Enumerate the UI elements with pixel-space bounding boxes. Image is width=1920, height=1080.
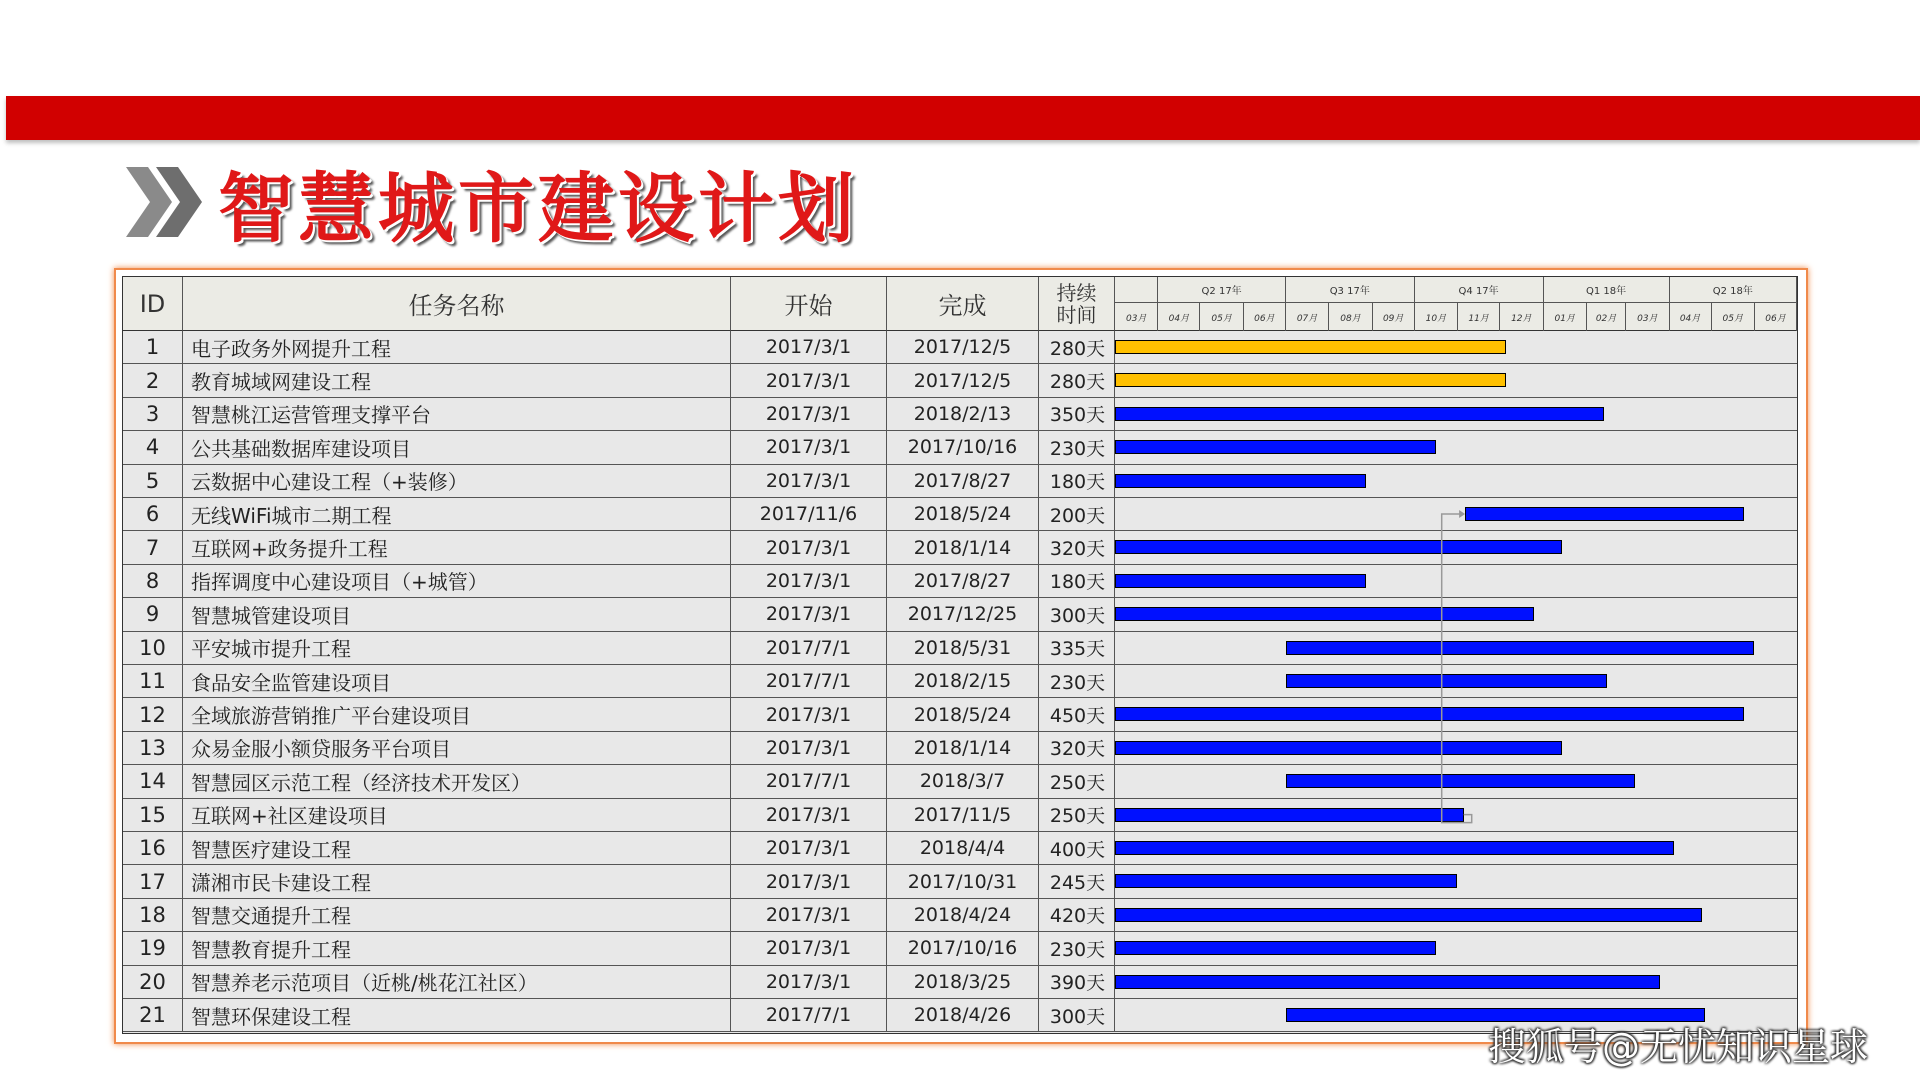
gantt-row-area	[1115, 665, 1797, 697]
task-start: 2017/3/1	[731, 799, 887, 831]
gantt-row-area	[1115, 331, 1797, 363]
page-title: 智慧城市建设计划	[218, 163, 858, 253]
gantt-bar	[1115, 440, 1436, 454]
task-end: 2018/5/24	[887, 498, 1039, 530]
table-row	[123, 632, 1797, 665]
gantt-row-area	[1115, 698, 1797, 730]
table-row	[123, 799, 1797, 832]
header-name: 任务名称	[183, 277, 731, 331]
timeline-month-label: 05月	[1712, 303, 1755, 331]
gantt-row-area	[1115, 899, 1797, 931]
header-start: 开始	[731, 277, 887, 331]
table-row	[123, 899, 1797, 932]
task-duration: 200天	[1039, 498, 1115, 530]
timeline-month-label: 04月	[1158, 303, 1200, 331]
task-id: 11	[123, 665, 183, 697]
gantt-row-area	[1115, 431, 1797, 463]
gantt-row-area	[1115, 799, 1797, 831]
task-id: 3	[123, 398, 183, 430]
task-end: 2017/10/16	[887, 431, 1039, 463]
task-name: 云数据中心建设工程（+装修）	[183, 465, 731, 497]
task-end: 2018/4/26	[887, 999, 1039, 1031]
timeline-month-label: 06月	[1244, 303, 1286, 331]
task-id: 16	[123, 832, 183, 864]
task-id: 21	[123, 999, 183, 1031]
timeline-quarter-blank	[1115, 277, 1158, 303]
task-id: 7	[123, 531, 183, 563]
task-end: 2018/4/4	[887, 832, 1039, 864]
timeline-month-label: 04月	[1670, 303, 1712, 331]
task-name: 智慧交通提升工程	[183, 899, 731, 931]
gantt-row-area	[1115, 632, 1797, 664]
header-end: 完成	[887, 277, 1039, 331]
task-duration: 390天	[1039, 966, 1115, 998]
timeline-month-label: 12月	[1500, 303, 1543, 331]
task-name: 教育城域网建设工程	[183, 364, 731, 396]
task-name: 众易金服小额贷服务平台项目	[183, 732, 731, 764]
task-start: 2017/3/1	[731, 865, 887, 897]
task-start: 2017/3/1	[731, 966, 887, 998]
task-start: 2017/3/1	[731, 465, 887, 497]
task-id: 14	[123, 765, 183, 797]
task-end: 2018/1/14	[887, 732, 1039, 764]
task-duration: 300天	[1039, 598, 1115, 630]
table-row	[123, 331, 1797, 364]
timeline-quarter-label: Q3 17年	[1286, 277, 1415, 303]
task-end: 2017/12/5	[887, 331, 1039, 363]
task-duration: 280天	[1039, 331, 1115, 363]
task-end: 2017/8/27	[887, 465, 1039, 497]
timeline-month-label: 03月	[1626, 303, 1669, 331]
gantt-bar	[1115, 474, 1366, 488]
task-end: 2017/12/5	[887, 364, 1039, 396]
title-area	[126, 158, 858, 253]
task-duration: 420天	[1039, 899, 1115, 931]
task-duration: 230天	[1039, 932, 1115, 964]
task-name: 智慧环保建设工程	[183, 999, 731, 1031]
table-row	[123, 598, 1797, 631]
task-start: 2017/3/1	[731, 398, 887, 430]
task-id: 17	[123, 865, 183, 897]
task-duration: 350天	[1039, 398, 1115, 430]
task-duration: 450天	[1039, 698, 1115, 730]
header-duration	[1039, 277, 1115, 331]
table-row	[123, 732, 1797, 765]
task-id: 6	[123, 498, 183, 530]
task-start: 2017/3/1	[731, 832, 887, 864]
task-duration: 280天	[1039, 364, 1115, 396]
gantt-row-area	[1115, 966, 1797, 998]
task-name: 电子政务外网提升工程	[183, 331, 731, 363]
table-row	[123, 932, 1797, 965]
gantt-bar	[1115, 941, 1436, 955]
task-end: 2017/11/5	[887, 799, 1039, 831]
double-chevron-icon	[126, 167, 204, 237]
timeline-header	[1115, 277, 1797, 331]
task-start: 2017/3/1	[731, 331, 887, 363]
header-duration-line1: 持续	[1056, 280, 1097, 305]
task-id: 5	[123, 465, 183, 497]
task-id: 19	[123, 932, 183, 964]
gantt-bar	[1286, 641, 1754, 655]
task-name: 潇湘市民卡建设工程	[183, 865, 731, 897]
task-name: 全域旅游营销推广平台建设项目	[183, 698, 731, 730]
task-end: 2018/3/7	[887, 765, 1039, 797]
gantt-row-area	[1115, 932, 1797, 964]
task-id: 9	[123, 598, 183, 630]
gantt-bar	[1465, 507, 1744, 521]
task-name: 平安城市提升工程	[183, 632, 731, 664]
table-row	[123, 398, 1797, 431]
task-end: 2017/12/25	[887, 598, 1039, 630]
table-row	[123, 531, 1797, 564]
task-start: 2017/3/1	[731, 565, 887, 597]
gantt-row-area	[1115, 832, 1797, 864]
timeline-month-label: 06月	[1755, 303, 1797, 331]
gantt-bar	[1115, 373, 1506, 387]
task-duration: 230天	[1039, 431, 1115, 463]
gantt-bar	[1115, 574, 1366, 588]
task-duration: 245天	[1039, 865, 1115, 897]
gantt-row-area	[1115, 865, 1797, 897]
gantt-bar	[1115, 407, 1604, 421]
gantt-bar	[1115, 808, 1464, 822]
gantt-bar	[1115, 340, 1506, 354]
table-row	[123, 765, 1797, 798]
task-name: 智慧城管建设项目	[183, 598, 731, 630]
task-duration: 180天	[1039, 565, 1115, 597]
gantt-table	[122, 276, 1798, 1034]
task-duration: 230天	[1039, 665, 1115, 697]
task-name: 智慧桃江运营管理支撑平台	[183, 398, 731, 430]
task-start: 2017/7/1	[731, 665, 887, 697]
gantt-row-area	[1115, 364, 1797, 396]
gantt-row-area	[1115, 398, 1797, 430]
table-row	[123, 865, 1797, 898]
task-start: 2017/3/1	[731, 431, 887, 463]
task-name: 互联网+政务提升工程	[183, 531, 731, 563]
gantt-bar	[1115, 841, 1674, 855]
task-end: 2017/10/16	[887, 932, 1039, 964]
task-id: 4	[123, 431, 183, 463]
task-start: 2017/3/1	[731, 899, 887, 931]
task-start: 2017/3/1	[731, 364, 887, 396]
gantt-row-area	[1115, 465, 1797, 497]
timeline-month-label: 03月	[1115, 303, 1158, 331]
task-id: 13	[123, 732, 183, 764]
timeline-month-label: 01月	[1544, 303, 1587, 331]
task-name: 无线WiFi城市二期工程	[183, 498, 731, 530]
task-id: 18	[123, 899, 183, 931]
table-row	[123, 498, 1797, 531]
timeline-month-label: 07月	[1286, 303, 1329, 331]
gantt-row-area	[1115, 598, 1797, 630]
table-row	[123, 832, 1797, 865]
table-row	[123, 665, 1797, 698]
table-row	[123, 565, 1797, 598]
gantt-bar	[1286, 674, 1607, 688]
task-name: 公共基础数据库建设项目	[183, 431, 731, 463]
task-start: 2017/7/1	[731, 999, 887, 1031]
timeline-quarter-label: Q2 17年	[1158, 277, 1285, 303]
gantt-row-area	[1115, 732, 1797, 764]
task-id: 1	[123, 331, 183, 363]
task-start: 2017/7/1	[731, 632, 887, 664]
task-id: 15	[123, 799, 183, 831]
task-start: 2017/3/1	[731, 531, 887, 563]
gantt-bar	[1115, 741, 1562, 755]
timeline-quarter-label: Q4 17年	[1415, 277, 1544, 303]
gantt-row-area	[1115, 565, 1797, 597]
timeline-quarter-label: Q2 18年	[1670, 277, 1797, 303]
task-duration: 320天	[1039, 531, 1115, 563]
task-end: 2018/5/24	[887, 698, 1039, 730]
header-id: ID	[123, 277, 183, 331]
task-id: 10	[123, 632, 183, 664]
task-end: 2017/8/27	[887, 565, 1039, 597]
task-start: 2017/3/1	[731, 698, 887, 730]
gantt-bar	[1115, 607, 1534, 621]
task-name: 智慧医疗建设工程	[183, 832, 731, 864]
task-id: 12	[123, 698, 183, 730]
task-name: 指挥调度中心建设项目（+城管）	[183, 565, 731, 597]
task-name: 食品安全监管建设项目	[183, 665, 731, 697]
timeline-month-label: 11月	[1458, 303, 1500, 331]
task-duration: 250天	[1039, 765, 1115, 797]
task-end: 2018/3/25	[887, 966, 1039, 998]
task-start: 2017/7/1	[731, 765, 887, 797]
table-row	[123, 698, 1797, 731]
task-start: 2017/3/1	[731, 732, 887, 764]
gantt-bar	[1115, 874, 1457, 888]
task-duration: 180天	[1039, 465, 1115, 497]
task-name: 智慧养老示范项目（近桃/桃花江社区）	[183, 966, 731, 998]
task-duration: 400天	[1039, 832, 1115, 864]
task-end: 2018/4/24	[887, 899, 1039, 931]
timeline-month-label: 09月	[1373, 303, 1415, 331]
gantt-bar	[1115, 707, 1744, 721]
timeline-month-label: 05月	[1200, 303, 1243, 331]
task-end: 2018/1/14	[887, 531, 1039, 563]
timeline-month-label: 10月	[1415, 303, 1458, 331]
task-duration: 300天	[1039, 999, 1115, 1031]
table-row	[123, 465, 1797, 498]
task-end: 2017/10/31	[887, 865, 1039, 897]
gantt-bar	[1115, 975, 1660, 989]
task-end: 2018/5/31	[887, 632, 1039, 664]
timeline-month-label: 08月	[1329, 303, 1372, 331]
task-id: 8	[123, 565, 183, 597]
task-duration: 320天	[1039, 732, 1115, 764]
top-red-band	[6, 96, 1920, 140]
task-id: 20	[123, 966, 183, 998]
task-duration: 250天	[1039, 799, 1115, 831]
gantt-bar	[1115, 540, 1562, 554]
watermark: 搜狐号@无忧知识星球	[1488, 1025, 1869, 1069]
task-name: 智慧教育提升工程	[183, 932, 731, 964]
task-name: 互联网+社区建设项目	[183, 799, 731, 831]
task-start: 2017/3/1	[731, 598, 887, 630]
gantt-row-area	[1115, 765, 1797, 797]
task-name: 智慧园区示范工程（经济技术开发区）	[183, 765, 731, 797]
table-row	[123, 364, 1797, 397]
gantt-bar	[1286, 774, 1635, 788]
task-duration: 335天	[1039, 632, 1115, 664]
gantt-bar	[1115, 908, 1702, 922]
task-end: 2018/2/15	[887, 665, 1039, 697]
gantt-row-area	[1115, 498, 1797, 530]
task-id: 2	[123, 364, 183, 396]
task-end: 2018/2/13	[887, 398, 1039, 430]
task-start: 2017/3/1	[731, 932, 887, 964]
timeline-month-label: 02月	[1587, 303, 1626, 331]
gantt-row-area	[1115, 531, 1797, 563]
table-row	[123, 431, 1797, 464]
header-duration-line2: 时间	[1056, 302, 1097, 327]
table-row	[123, 966, 1797, 999]
task-start: 2017/11/6	[731, 498, 887, 530]
timeline-quarter-label: Q1 18年	[1544, 277, 1670, 303]
